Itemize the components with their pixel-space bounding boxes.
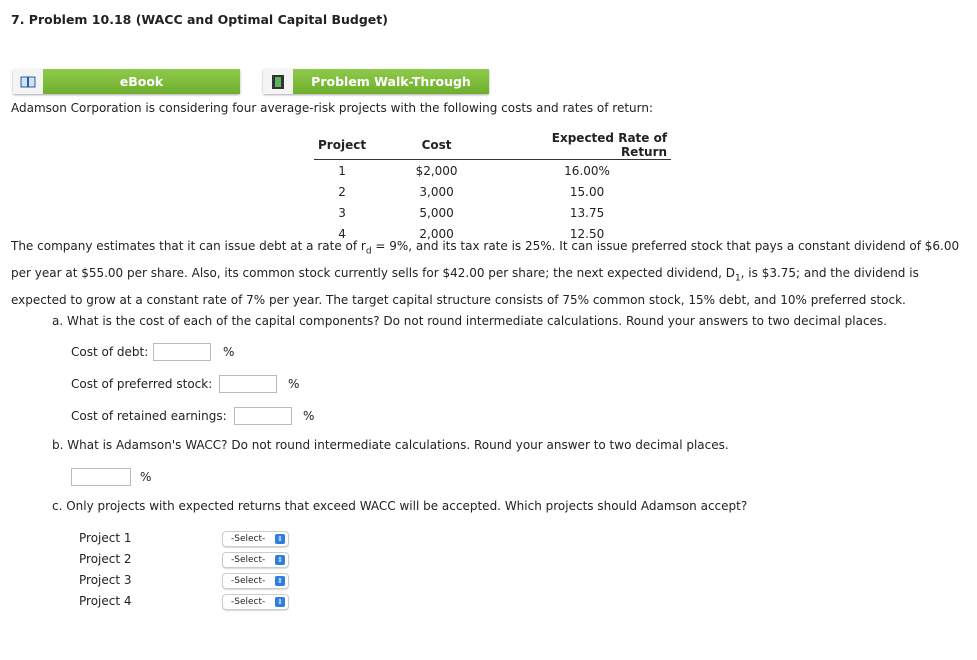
cell: 12.50 [569,226,605,241]
cell: 1 [338,163,346,178]
chevron-updown-icon: ⇕ [275,555,285,565]
walkthrough-label: Problem Walk-Through [293,69,489,94]
header-project: Project [314,131,370,160]
part-b-question: b. What is Adamson's WACC? Do not round intermediate calculations. Round your answer to two decimal places. [52,438,729,452]
subscript: d [365,246,372,257]
table-row [314,181,671,202]
part-c-question: c. Only projects with expected returns that exceed WACC will be accepted. Which projects should Adamson accept? [52,499,748,513]
cell: $2,000 [415,163,458,178]
chevron-updown-icon: ⇕ [275,597,285,607]
projects-table [314,131,671,244]
project-4-select[interactable] [222,594,289,610]
table-row [314,160,671,182]
select-value: -Select- [231,534,266,544]
cell: 5,000 [419,205,454,220]
percent-label: % [223,345,235,359]
project-3-select[interactable] [222,573,289,589]
percent-label: % [288,377,300,391]
debt-label: Cost of debt: [71,345,149,359]
project-4-label: Project 4 [79,594,132,608]
ebook-label: eBook [43,69,240,94]
select-value: -Select- [231,597,266,607]
cell: 2,000 [419,226,454,241]
text: = 9%, and its tax rate is 25%. It can issue preferred stock that pays a constant dividend of $6.00 per year at $55.00 per share. Also, its common stock currently sells for $42.00 per share; the next expected dividend, D [11,239,960,280]
walkthrough-button[interactable] [263,69,489,94]
chevron-updown-icon: ⇕ [275,534,285,544]
preferred-label: Cost of preferred stock: [71,377,213,391]
cell: 15.00 [569,184,605,199]
film-icon [263,69,293,94]
text: The company estimates that it can issue debt at a rate of r [11,239,366,253]
retained-label: Cost of retained earnings: [71,409,227,423]
cell: 13.75 [569,205,605,220]
intro-text: Adamson Corporation is considering four average-risk projects with the following costs and rates of return: [11,101,654,115]
chevron-updown-icon: ⇕ [275,576,285,586]
percent-label: % [303,409,315,423]
project-1-select[interactable] [222,531,289,547]
project-1-label: Project 1 [79,531,132,545]
wacc-input[interactable] [71,468,131,486]
cost-of-retained-input[interactable] [234,407,292,425]
project-3-label: Project 3 [79,573,132,587]
project-2-select[interactable] [222,552,289,568]
cell: 3,000 [419,184,454,199]
ebook-button[interactable] [13,69,240,94]
header-rate: Expected Rate of Return [503,131,671,160]
select-value: -Select- [231,576,266,586]
percent-label: % [140,470,152,484]
cell: 2 [338,184,346,199]
cell: 4 [338,226,346,241]
select-value: -Select- [231,555,266,565]
project-2-label: Project 2 [79,552,132,566]
cell: 3 [338,205,346,220]
table-row [314,202,671,223]
header-cost: Cost [370,131,503,160]
problem-paragraph [11,236,961,311]
part-a-question: a. What is the cost of each of the capital components? Do not round intermediate calculations. Round your answers to two decimal places. [52,314,887,328]
cost-of-debt-input[interactable] [153,343,211,361]
cost-of-preferred-input[interactable] [219,375,277,393]
subscript: 1 [734,273,741,284]
book-icon [13,69,43,94]
text: , is $3.75; and the dividend is expected to grow at a constant rate of 7% per year. The target capital structure consists of 75% common stock, 15% debt, and 10% preferred stock. [11,265,919,307]
cell: 16.00% [564,163,610,178]
problem-title: 7. Problem 10.18 (WACC and Optimal Capital Budget) [11,12,388,27]
